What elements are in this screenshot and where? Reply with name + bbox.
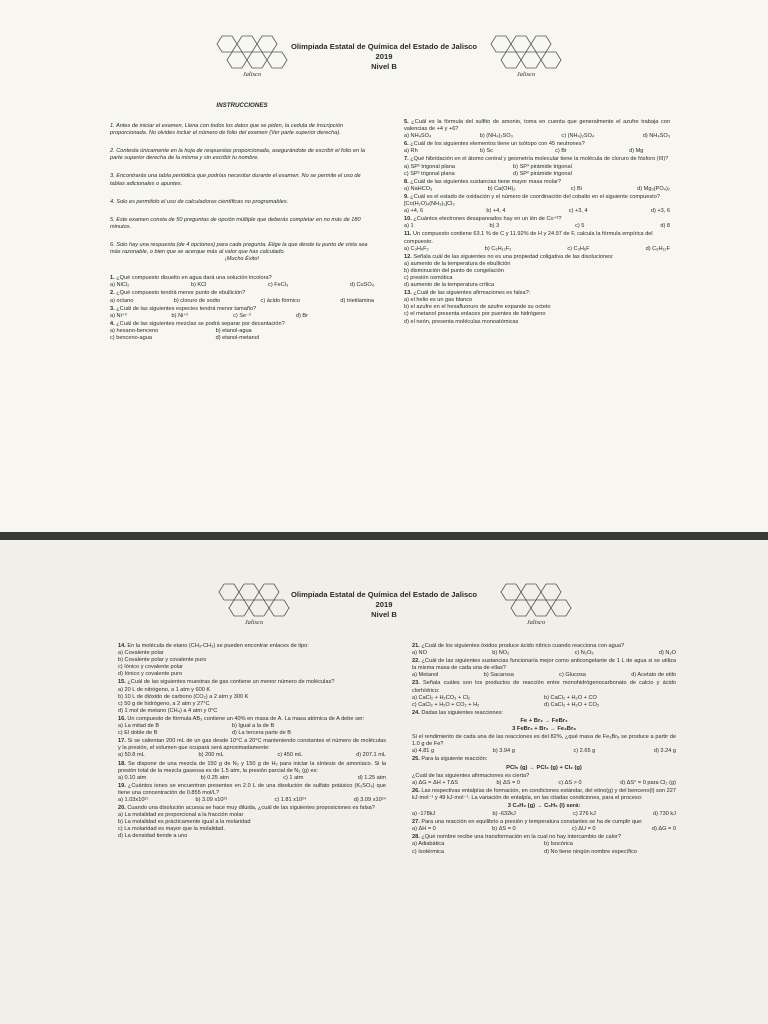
question-text: ¿Cuál de las siguientes sustancias tiene mayor masa molar? <box>410 178 562 185</box>
instruction-item: 2. Contesta únicamente en la hoja de respuestas proporcionada, asegurándote de escribir el folio en la parte superior derecha de la misma y sin escribir tu nombre. <box>110 148 365 162</box>
question-number: 20. <box>118 805 126 812</box>
question-text: ¿Cuál de las siguientes especies tendrá menor tamaño? <box>116 305 257 312</box>
question-19 <box>118 783 386 804</box>
option: d) CuSO₄ <box>349 282 374 289</box>
option: b) KCl <box>190 282 207 289</box>
option: b) Ni⁺² <box>171 312 189 319</box>
option: b) SP³ pirámide trigonal <box>513 163 572 170</box>
question-text: ¿Qué nombre recibe una transformación en la cual no hay intercambio de calor? <box>421 834 621 841</box>
question-number: 2. <box>110 290 115 297</box>
option: a) 0.10 atm <box>118 774 147 781</box>
option: b) CaCl₂ + H₂O + CO <box>544 694 597 701</box>
option: a) NiCl₂ <box>110 282 130 289</box>
option: b) +4, 4 <box>486 208 506 215</box>
exam-page-2 <box>0 540 768 1024</box>
option: c) Iónico y covalente polar <box>118 664 183 671</box>
question-number: 8. <box>404 178 409 185</box>
option: c) Se⁻² <box>233 312 251 319</box>
question-5 <box>404 119 670 140</box>
question-text: Si se calientan 200 mL de un gas desde 10°C a 20°C manteniendo constantes el número de moléculas y la presión, el volumen que ocupará será aproximadamente: <box>118 738 386 752</box>
question-number: 11. <box>404 231 412 238</box>
question-number: 1. <box>110 275 115 282</box>
question-text: ¿Cuál es el estado de oxidación y el número de coordinación del cobalto en el siguiente compuesto? [Co(H₂O)₄(NH₃)₂]Cl₃ <box>404 193 660 208</box>
option: a) La mitad de B <box>118 723 160 730</box>
option: c) CaCl₂ + H₂O + CO₂ + H₂ <box>412 701 480 708</box>
question-14 <box>118 643 386 678</box>
option: d) 1 mol de metano (CH₄) a 4 atm y 0°C <box>118 707 218 714</box>
question-10 <box>404 216 670 230</box>
option: c) El doble de B <box>118 730 158 737</box>
option: d) trietilamina <box>340 297 374 304</box>
option: a) 1 <box>404 223 414 230</box>
question-number: 21. <box>412 643 420 649</box>
question-text: Se dispone de una mezcla de 150 g de N₂ y 150 g de H₂ para iniciar la síntesis de amoniaco. Si la presión total de la mezcla gaseosa es de 1.5 atm, la presión parcial de N₂ (g) es: <box>118 760 386 774</box>
option: b) ΔS = 0 <box>492 826 516 833</box>
question-17 <box>118 738 386 759</box>
question-number: 23. <box>412 680 420 687</box>
option: c) 276 kJ <box>573 811 596 818</box>
option: a) hexano-benceno <box>110 327 159 334</box>
option: d) La densidad tiende a uno <box>118 833 188 840</box>
reaction-equation: PCl₅ (g) → PCl₃ (g) + Cl₂ (g) <box>506 764 582 771</box>
question-11 <box>404 231 670 252</box>
option: c) 50 g de hidrógeno, a 2 atm y 27°C <box>118 700 210 707</box>
exam-year: 2019 <box>375 600 393 609</box>
instructions-title: INSTRUCCIONES <box>216 102 268 109</box>
option: d) Br <box>295 312 308 319</box>
option: a) NO <box>412 650 427 657</box>
option: c) presión osmótica <box>404 274 453 281</box>
option: c) Br <box>555 148 567 155</box>
question-12 <box>404 254 670 289</box>
question-24 <box>412 710 676 756</box>
option: b) 0.25 atm <box>200 774 229 781</box>
option: b) -632kJ <box>492 811 516 818</box>
option: a) NH₄SO₄ <box>404 133 432 140</box>
question-number: 16. <box>118 715 126 722</box>
exam-year: 2019 <box>375 52 393 61</box>
option: d) 8 <box>660 223 670 230</box>
exam-header <box>0 42 768 72</box>
option: b) Igual a la de B <box>231 723 275 730</box>
option: c) +3, 4 <box>568 208 588 215</box>
option: b) Ca(OH)₂ <box>487 185 516 192</box>
option: b) etanol-agua <box>215 327 252 334</box>
question-20 <box>118 805 386 840</box>
option: d) Mg <box>629 148 644 155</box>
question-27 <box>412 819 676 833</box>
question-18 <box>118 761 386 782</box>
option: d) 1.25 atm <box>357 774 386 781</box>
left-column <box>110 102 374 342</box>
question-text: ¿Qué compuesto disuelto en agua dará una solución incolora? <box>116 275 272 282</box>
question-22 <box>412 658 676 679</box>
option: c) 5 <box>575 223 585 230</box>
question-28 <box>412 834 676 855</box>
question-number: 7. <box>404 156 409 163</box>
option: c) C₃H₆F <box>567 245 590 252</box>
question-number: 19. <box>118 782 126 789</box>
question-3 <box>110 306 374 320</box>
logo-text: Jalisco <box>526 619 546 626</box>
logo-text: Jalisco <box>244 619 264 626</box>
option: a) SP² trigonal plana <box>404 163 455 170</box>
option: c) 2.65 g <box>573 748 596 755</box>
question-text: ¿Cuál de los siguientes óxidos produce ácido nítrico cuando reacciona con agua? <box>421 643 625 649</box>
question-number: 18. <box>118 760 126 767</box>
question-number: 28. <box>412 834 420 841</box>
option: c) (NH₄)₂SO₄ <box>561 133 595 140</box>
option: d) +3, 6 <box>650 208 670 215</box>
option: b) disminución del punto de congelación <box>404 267 504 274</box>
option: b) Isocórica <box>544 841 573 848</box>
option: c) Isotérmica <box>412 848 445 855</box>
option: a) 4.81 g <box>412 748 435 755</box>
question-text: Un compuesto contiene 63.1 % de C y 11.92% de H y 24.97 de F, calcula la fórmula empírica del compuesto. <box>404 231 653 245</box>
option: c) el metanol presenta enlaces por puentes de hidrógeno <box>404 311 546 318</box>
option: d) Mg₃(PO₄)₂ <box>637 185 670 192</box>
option: b) 200 mL <box>198 752 224 759</box>
exam-title: Olimpiada Estatal de Química del Estado de Jalisco <box>290 42 478 51</box>
question-text: Señala cuál de las siguientes no es una propiedad coligativa de las disoluciones: <box>413 253 614 260</box>
right-column <box>404 118 670 326</box>
option: a) Adiabática <box>412 841 445 848</box>
question-number: 25. <box>412 756 420 763</box>
logo-text: Jalisco <box>242 71 262 78</box>
option: d) Iónico y covalente puro <box>118 671 183 678</box>
question-text: ¿Cuál de las siguientes afirmaciones es cierta? <box>412 772 530 779</box>
option: d) N₂O <box>658 650 676 657</box>
question-text: Cuando una disolución acuosa se hace muy diluida, ¿cuál de las siguientes proposiciones es falsa? <box>127 805 375 812</box>
option: b) el azufre en el hexafluoruro de azufre expande su octeto <box>404 304 551 311</box>
option: b) cloruro de sodio <box>173 297 221 304</box>
option: b) C₆H₁₂F₂ <box>484 245 512 252</box>
question-number: 9. <box>404 193 409 200</box>
option: a) 1.03x10²¹ <box>118 796 149 803</box>
question-number: 5. <box>404 119 409 125</box>
option: b) Covalente polar y covalente puro <box>118 657 207 664</box>
question-26 <box>412 788 676 818</box>
option: c) 1.81 x10²⁴ <box>274 796 307 803</box>
question-text: ¿Cuál de los siguientes elementos tiene un isótopo con 45 neutrones? <box>410 141 585 148</box>
option: a) La molalidad es proporcional a la fracción molar <box>118 812 244 819</box>
option: c) 450 mL <box>277 752 303 759</box>
question-9 <box>404 194 670 215</box>
option: a) 50.8 mL <box>118 752 145 759</box>
reaction-equation: 3 C₂H₂ (g) → C₆H₆ (l) será: <box>507 802 581 809</box>
option: c) ΔS > 0 <box>558 779 582 786</box>
exam-level: Nivel B <box>371 610 397 619</box>
question-text: Para una reacción en equilibrio a presión y temperatura constantes se ha de cumplir que: <box>421 819 643 826</box>
instruction-item: 4. Solo es permitido el uso de calculadoras científicas no programables. <box>110 198 289 205</box>
option: a) Covalente polar <box>118 650 164 657</box>
question-text: ¿Qué compuesto tendrá menor punto de ebullición? <box>116 290 246 297</box>
question-23 <box>412 680 676 708</box>
option: b) 3 <box>489 223 500 230</box>
option: d) SP² pirámide trigonal <box>513 170 572 177</box>
question-number: 15. <box>118 679 126 686</box>
option: d) ΔG = 0 <box>651 826 676 833</box>
question-number: 12. <box>404 253 412 260</box>
option: c) FeCl₃ <box>268 282 289 289</box>
option: c) benceno-agua <box>110 334 152 341</box>
question-text: ¿Cuál de las siguientes afirmaciones es falsa?: <box>413 290 531 297</box>
question-text: Si el rendimiento de cada una de las reacciones es del 82%, ¿qué masa de Fe₃Br₈ se produce a partir de 1.0 g de Fe? <box>412 734 676 748</box>
question-6 <box>404 141 670 155</box>
option: a) 20 L de nitrógeno, a 1 atm y 600 K <box>118 686 211 693</box>
instruction-item: 6. Solo hay una respuesta (de 4 opciones) para cada pregunta. Elige la que desde tu punto de vista sea más razonable, o bien que se acerque más al valor que has calculado. <box>110 241 368 256</box>
option: c) Glucosa <box>559 672 586 679</box>
exam-level: Nivel B <box>371 62 397 71</box>
right-column <box>412 642 676 856</box>
option: d) el neón, presenta moléculas monoatómicas <box>404 318 519 325</box>
option: b) Sc <box>479 148 493 155</box>
question-8 <box>404 179 670 193</box>
option: d) 3.24 g <box>653 748 676 755</box>
option: a) octano <box>110 297 134 304</box>
question-number: 17. <box>118 738 126 745</box>
question-number: 10. <box>404 216 412 223</box>
question-number: 24. <box>412 709 420 716</box>
option: c) 1 atm <box>283 774 304 781</box>
question-number: 26. <box>412 787 420 794</box>
option: d) etanol-metanol <box>215 334 260 341</box>
option: a) Ni⁺³ <box>110 312 127 319</box>
question-13 <box>404 290 670 325</box>
question-number: 6. <box>404 141 409 148</box>
question-number: 13. <box>404 290 412 297</box>
option: a) ΔH = 0 <box>412 826 436 833</box>
question-text: ¿Cuál de las siguientes sustancias funcionaría mejor como anticongelante de 1 L de agua si se utiliza la misma masa de cada una de ellas? <box>412 658 676 672</box>
option: c) SP³ trigonal plana <box>404 170 455 177</box>
question-text: ¿Cuál de las siguientes mezclas se podrá separar por decantación? <box>116 320 285 327</box>
option: a) ΔG = ΔH + TΔS <box>412 779 458 786</box>
option: b) La molalidad es prácticamente igual a la molaridad <box>118 819 251 826</box>
option: d) 207.1 mL <box>356 752 386 759</box>
question-25 <box>412 756 676 786</box>
option: b) ΔS = 0 <box>496 779 520 786</box>
instruction-item: 3. Encontrarás una tabla periódica que podrías necesitar durante el examen. No se permite el uso de tablas adicionales o apuntes. <box>110 173 361 187</box>
option: a) +4, 6 <box>404 208 424 215</box>
option: a) el helio es un gas blanco <box>404 297 473 304</box>
question-7 <box>404 156 670 177</box>
option: d) C₆H₁₂F <box>645 245 670 252</box>
question-number: 3. <box>110 305 115 312</box>
option: b) NO₂ <box>492 650 510 657</box>
question-1 <box>110 275 374 289</box>
question-text: Señala cuáles son los productos de reacción entre monohidrógenocarbonato de calcio y ácido clorhídrico: <box>412 680 676 694</box>
good-luck-text: ¡Mucho Éxito! <box>224 256 260 263</box>
exam-header <box>0 590 768 620</box>
option: d) ΔS° = 0 para Cl₂ (g) <box>620 779 676 786</box>
left-column <box>118 642 386 841</box>
exam-title: Olimpiada Estatal de Química del Estado de Jalisco <box>290 590 478 599</box>
question-number: 22. <box>412 658 420 665</box>
question-text: Para la siguiente reacción: <box>421 756 488 763</box>
option: a) NaHCO₃ <box>404 185 433 192</box>
option: a) Rh <box>404 148 418 155</box>
instruction-item: 5. Este examen consta de 50 preguntas de opción múltiple que deberás completar en no más de 180 minutos. <box>110 216 361 230</box>
question-text: Dadas las siguientes reacciones: <box>421 709 504 716</box>
option: d) NH₄SO₃ <box>642 133 670 140</box>
option: b) (NH₄)₂SO₃ <box>479 133 513 140</box>
option: b) 3.94 g <box>492 748 515 755</box>
option: a) CaCl₂ + H₂CO₃ + Cl₂ <box>412 694 471 701</box>
instruction-item: 1. Antes de iniciar el examen, Llena con todos los datos que se piden, la cedula de inscripción proporcionada. No olvides incluir el número de folio del examen (Ver parte superior derecha). <box>110 123 344 137</box>
option: d) La tercera parte de B <box>231 730 291 737</box>
option: b) 10 L de dióxido de carbono (CO₂) a 2 atm y 300 K <box>118 693 249 700</box>
question-number: 14. <box>118 643 126 649</box>
option: d) aumento de la temperatura crítica <box>404 282 495 289</box>
option: b) Sacarosa <box>483 672 514 679</box>
option: c) Bi <box>570 185 582 192</box>
question-text: ¿Qué hibridación en el átomo central y geometría molecular tiene la molécula de cloruro de fósforo (III)? <box>410 156 669 163</box>
question-text: ¿Cuántos iones se encuentran presentes en 2.0 L de una disolución de sulfato potásico (K₂SO₄) que tiene una concentración de 0.855 mol/L? <box>118 782 386 796</box>
question-number: 4. <box>110 320 115 327</box>
option: a) -178kJ <box>412 811 436 818</box>
question-15 <box>118 679 386 714</box>
option: a) C₃H₆F₂ <box>404 245 429 252</box>
option: a) aumento de la temperatura de ebullición <box>404 260 511 267</box>
reaction-equation: Fe + Br₂ → FeBr₂ <box>520 717 568 724</box>
option: b) 3.09 x10²¹ <box>195 796 228 803</box>
reaction-equation: 3 FeBr₂ + Br₂ → Fe₃Br₈ <box>512 726 576 733</box>
option: a) Metanol <box>412 672 439 679</box>
option: c) ΔU = 0 <box>572 826 596 833</box>
option: d) 3.09 x10²⁴ <box>353 796 386 803</box>
option: d) No tiene ningún nombre específico <box>544 848 637 855</box>
question-text: ¿Cuántos electrones desapareados hay en un ión de Co⁺³? <box>413 216 562 223</box>
question-text: Las respectivas entalpías de formación, en condiciones estándar, del etino(g) y del benceno(l) son 227 kJ·mol⁻¹ y 49 kJ·mol⁻¹. La variación de entalpía, en las citadas condiciones, para el proceso: <box>412 787 676 801</box>
question-text: ¿Cuál de las siguientes muestras de gas contiene un menor número de moléculas? <box>127 679 335 686</box>
question-text: En la molécula de etano (CH₃-CH₃) se pueden encontrar enlaces de tipo: <box>127 643 309 649</box>
question-16 <box>118 716 386 737</box>
option: c) ácido fórmico <box>260 297 300 304</box>
option: d) CaCl₂ + H₂O + CO₂ <box>544 701 600 708</box>
question-2 <box>110 290 374 304</box>
question-21 <box>412 643 676 657</box>
option: c) N₂O₅ <box>574 650 594 657</box>
question-4 <box>110 321 374 342</box>
question-text: Un compuesto de fórmula AB₃ contiene un 40% en masa de A. La masa atómica de A debe ser: <box>127 715 365 722</box>
option: c) La molaridad es mayor que la molalidad. <box>118 826 225 833</box>
question-number: 27. <box>412 819 420 826</box>
question-text: ¿Cuál es la fórmula del sulfito de amonio, toma en cuenta que generalmente el azufre trabaja con valencias de +4 y +6? <box>404 119 670 133</box>
option: d) 730 kJ <box>652 811 676 818</box>
logo-text: Jalisco <box>516 71 536 78</box>
option: d) Acetato de etilo <box>631 672 676 679</box>
